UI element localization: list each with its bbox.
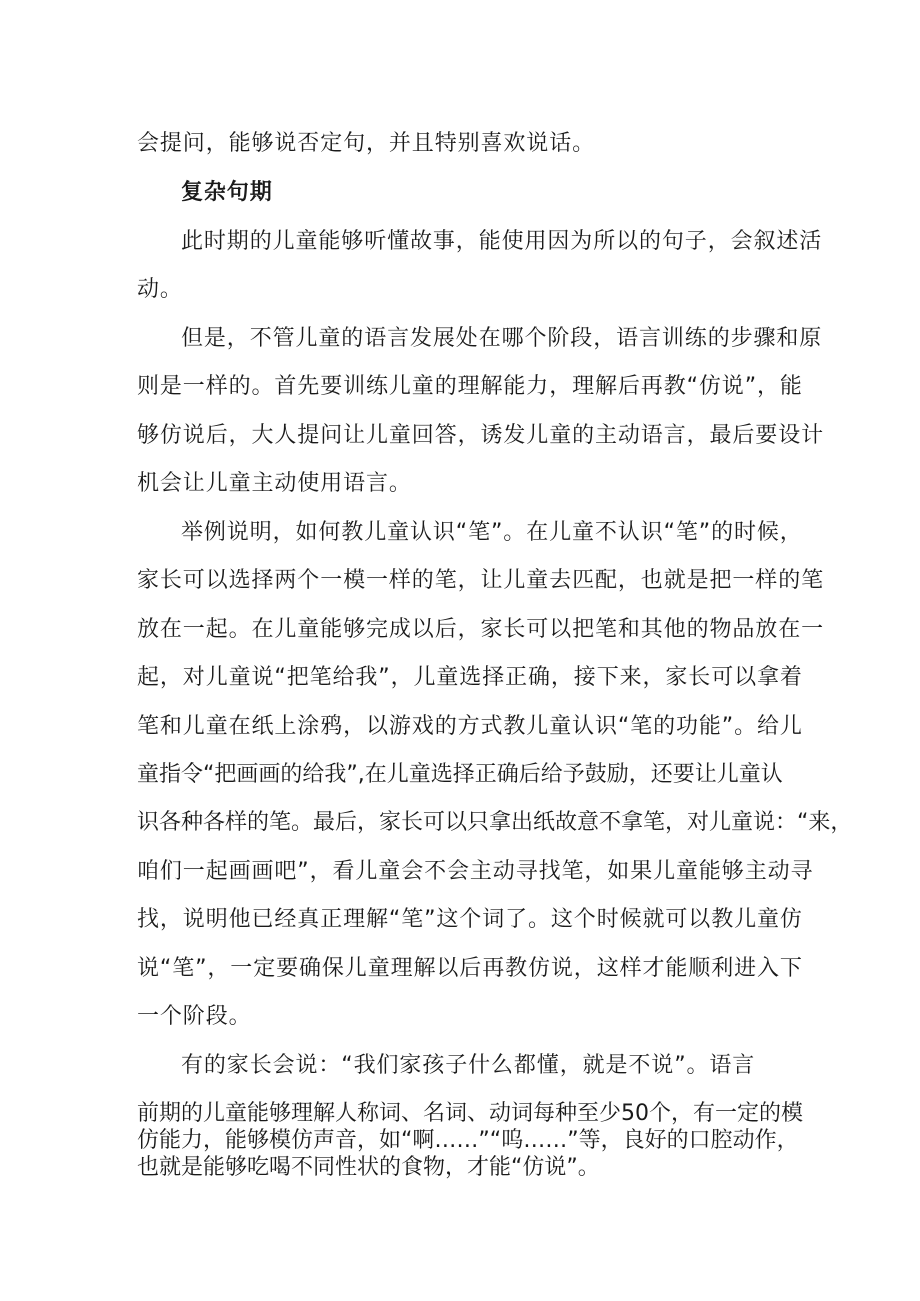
text-line: 会提问，能够说否定句，并且特别喜欢说话。 (137, 131, 596, 156)
text-line: 前期的儿童能够理解人称词、名词、动词每种至少50个，有一定的模 (137, 1101, 803, 1126)
text-line: 也就是能够吃喝不同性状的食物，才能“仿说”。 (137, 1155, 600, 1180)
text-line: 笔和儿童在纸上涂鸦，以游戏的方式教儿童认识“笔的功能”。给儿 (137, 714, 803, 739)
text-line: 机会让儿童主动使用语言。 (137, 471, 412, 496)
text-line: 举例说明，如何教儿童认识“笔”。在儿童不认识“笔”的时候， (181, 520, 803, 545)
text-line: 有的家长会说：“我们家孩子什么都懂，就是不说”。语言 (181, 1053, 756, 1078)
text-line: 找，说明他已经真正理解“笔”这个词了。这个时候就可以教儿童仿 (137, 907, 803, 932)
text-line: 则是一样的。首先要训练儿童的理解能力，理解后再教“仿说”，能 (137, 374, 803, 399)
text-line: 放在一起。在儿童能够完成以后，家长可以把笔和其他的物品放在一 (137, 617, 825, 642)
text-line: 起，对儿童说“把笔给我”，儿童选择正确，接下来，家长可以拿着 (137, 665, 803, 690)
text-line: 咱们一起画画吧”，看儿童会不会主动寻找笔，如果儿童能够主动寻 (137, 859, 814, 884)
text-line: 仿能力，能够模仿声音，如“啊……”“呜……”等，良好的口腔动作， (137, 1128, 799, 1153)
text-line: 家长可以选择两个一模一样的笔，让儿童去匹配，也就是把一样的笔 (137, 568, 825, 593)
text-line: 童指令“把画画的给我”,在儿童选择正确后给予鼓励，还要让儿童认 (137, 762, 783, 787)
text-line: 说“笔”，一定要确保儿童理解以后再教仿说，这样才能顺利进入下 (137, 956, 803, 981)
text-line: 识各种各样的笔。最后，家长可以只拿出纸故意不拿笔，对儿童说：“来， (137, 810, 853, 835)
text-line: 此时期的儿童能够听懂故事，能使用因为所以的句子，会叙述活 (181, 229, 823, 254)
text-line: 动。 (137, 277, 183, 302)
section-heading: 复杂句期 (181, 180, 273, 205)
text-line: 一个阶段。 (137, 1004, 252, 1029)
text-line: 够仿说后，大人提问让儿童回答，诱发儿童的主动语言，最后要设计 (137, 423, 825, 448)
text-line: 但是，不管儿童的语言发展处在哪个阶段，语言训练的步骤和原 (181, 326, 823, 351)
